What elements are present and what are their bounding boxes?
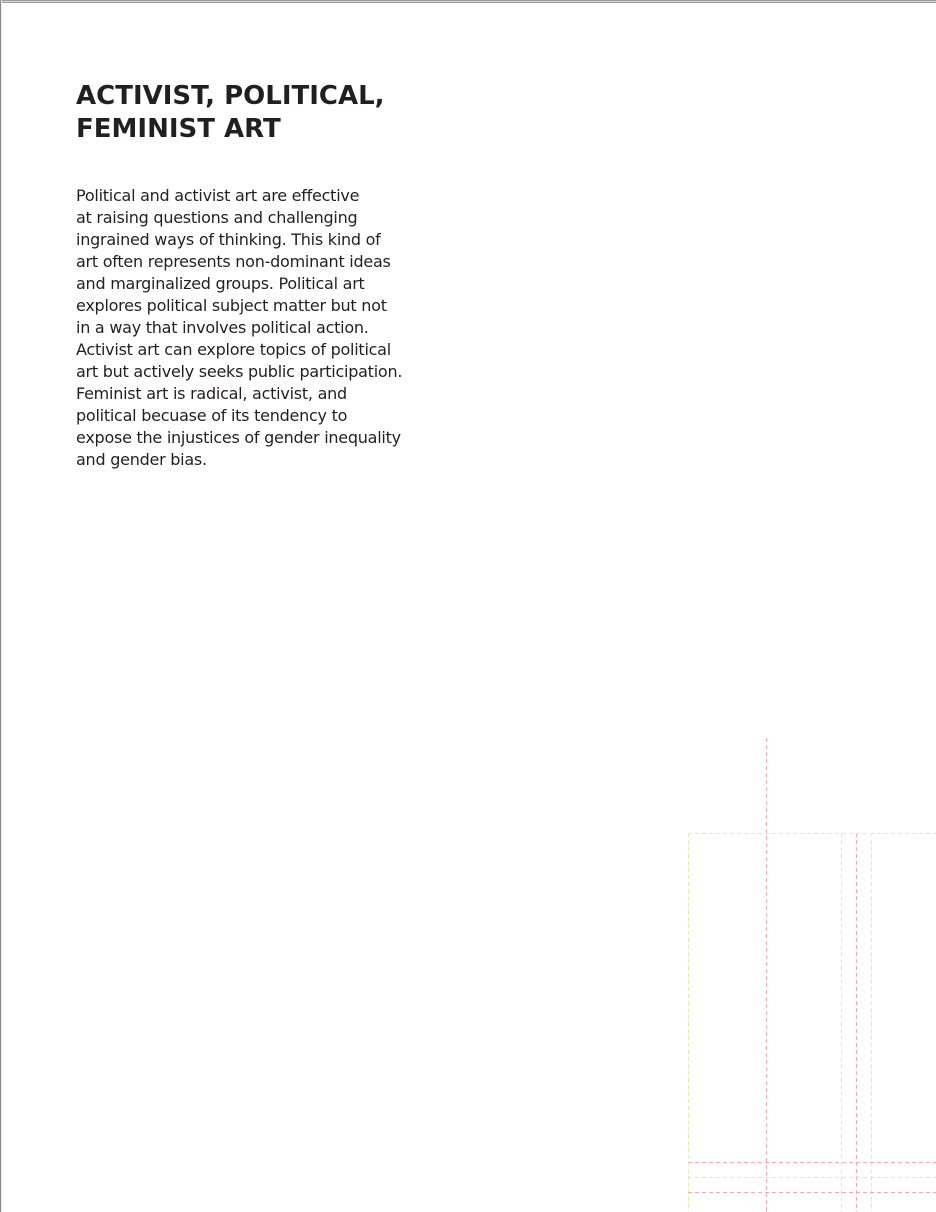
body-line: and gender bias. [76,450,207,469]
body-paragraph [76,185,476,471]
body-line: in a way that involves political action. [76,318,369,337]
page-left-edge [0,0,2,1212]
body-line: ingrained ways of thinking. This kind of [76,230,381,249]
body-line: art but actively seeks public participation. [76,362,403,381]
title-line: ACTIVIST, POLITICAL, [76,81,385,111]
body-line: Political and activist art are effective [76,186,360,205]
body-line: art often represents non-dominant ideas [76,252,391,271]
page-top-edge [0,0,936,4]
body-line: Activist art can explore topics of political [76,340,391,359]
title-line: FEMINIST ART [76,114,281,144]
body-line: at raising questions and challenging [76,208,358,227]
body-line: Feminist art is radical, activist, and [76,384,347,403]
body-line: explores political subject matter but not [76,296,387,315]
page-title [76,80,496,146]
body-line: political becuase of its tendency to [76,406,348,425]
body-line: expose the injustices of gender inequality [76,428,401,447]
body-line: and marginalized groups. Political art [76,274,365,293]
